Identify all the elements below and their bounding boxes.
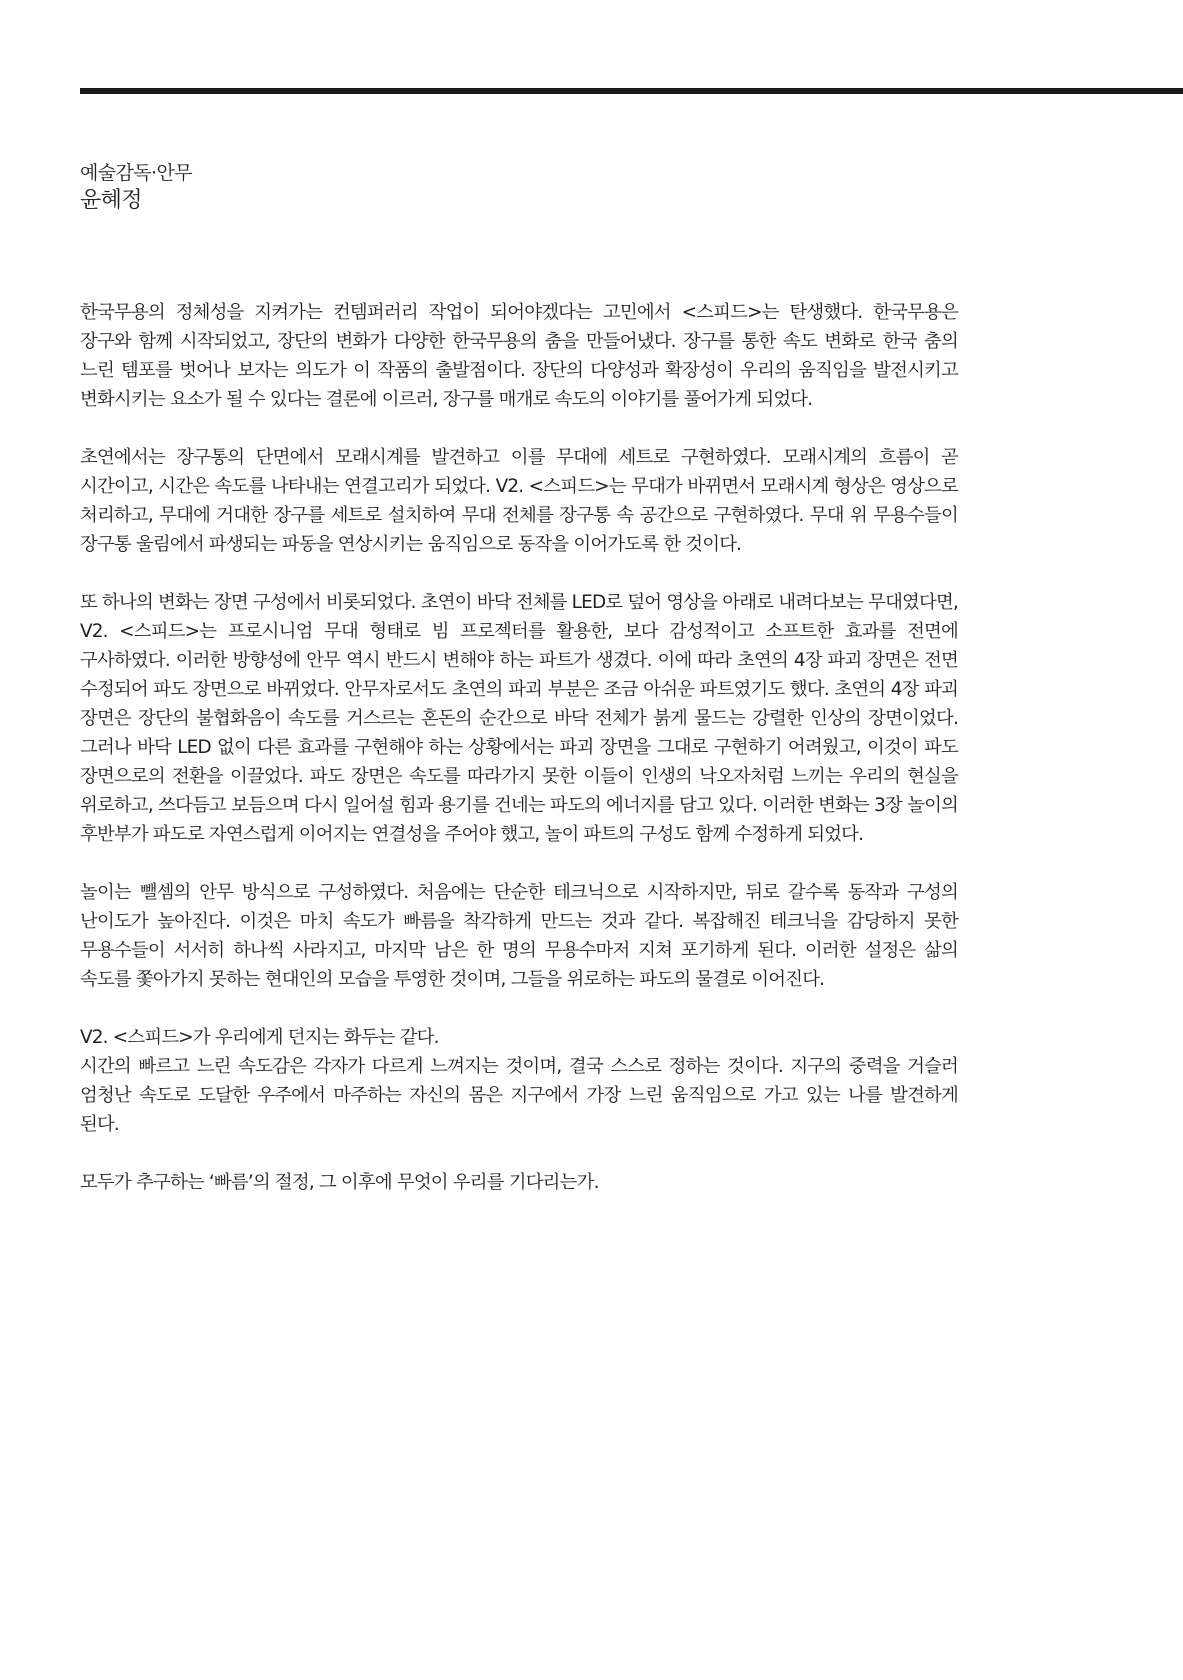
credit-block xyxy=(80,160,480,216)
closing-line: V2. <스피드>가 우리에게 던지는 화두는 같다. xyxy=(80,1027,439,1048)
credit-name: 윤혜정 xyxy=(80,188,142,213)
essay-final-line: 모두가 추구하는 ‘빠름’의 절정, 그 이후에 무엇이 우리를 기다리는가. xyxy=(80,1172,599,1193)
essay-body xyxy=(80,298,958,1226)
essay-paragraph: 또 하나의 변화는 장면 구성에서 비롯되었다. 초연이 바닥 전체를 LED로 덮어 영상을 아래로 내려다보는 무대였다면, V2. <스피드>는 프로시니엄 무대 형태로 빔 프로젝터를 활용한, 보다 감성적이고 소프트한 효과를 전면에 구사하였다. 이러한 방향성에 안무 역시 반드시 변해야 하는 파트가 생겼다. 이에 따라 초연의 4장 파괴 장면은 전면 수정되어 파도 장면으로 바뀌었다. 안무자로서도 초연의 파괴 부분은 조금 아쉬운 파트였기도 했다. 초연의 4장 파괴 장면은 장단의 불협화음이 속도를 거스르는 혼돈의 순간으로 바닥 전체가 붉게 물드는 강렬한 인상의 장면이었다. 그러나 바닥 LED 없이 다른 효과를 구현해야 하는 상황에서는 파괴 장면을 그대로 구현하기 어려웠고, 이것이 파도 장면으로의 전환을 이끌었다. 파도 장면은 속도를 따라가지 못한 이들이 인생의 낙오자처럼 느끼는 우리의 현실을 위로하고, 쓰다듬고 보듬으며 다시 일어설 힘과 용기를 건네는 파도의 에너지를 담고 있다. 이러한 변화는 3장 놀이의 후반부가 파도로 자연스럽게 이어지는 연결성을 주어야 했고, 놀이 파트의 구성도 함께 수정하게 되었다. xyxy=(80,592,958,845)
closing-line: 시간의 빠르고 느린 속도감은 각자가 다르게 느껴지는 것이며, 결국 스스로 정하는 것이다. 지구의 중력을 거슬러 엄청난 속도로 도달한 우주에서 마주하는 자신의 몸은 지구에서 가장 느린 움직임으로 가고 있는 나를 발견하게 된다. xyxy=(80,1056,958,1135)
top-rule xyxy=(80,88,1183,94)
credit-role: 예술감독·안무 xyxy=(80,162,192,184)
essay-paragraph: 놀이는 뺄셈의 안무 방식으로 구성하였다. 처음에는 단순한 테크닉으로 시작하지만, 뒤로 갈수록 동작과 구성의 난이도가 높아진다. 이것은 마치 속도가 빠름을 착각하게 만드는 것과 같다. 복잡해진 테크닉을 감당하지 못한 무용수들이 서서히 하나씩 사라지고, 마지막 남은 한 명의 무용수마저 지쳐 포기하게 된다. 이러한 설정은 삶의 속도를 쫓아가지 못하는 현대인의 모습을 투영한 것이며, 그들을 위로하는 파도의 물결로 이어진다. xyxy=(80,882,958,990)
essay-paragraph: 초연에서는 장구통의 단면에서 모래시계를 발견하고 이를 무대에 세트로 구현하였다. 모래시계의 흐름이 곧 시간이고, 시간은 속도를 나타내는 연결고리가 되었다. V2. <스피드>는 무대가 바뀌면서 모래시계 형상은 영상으로 처리하고, 무대에 거대한 장구를 세트로 설치하여 무대 전체를 장구통 속 공간으로 구현하였다. 무대 위 무용수들이 장구통 울림에서 파생되는 파동을 연상시키는 움직임으로 동작을 이어가도록 한 것이다. xyxy=(80,447,958,555)
essay-paragraph: 한국무용의 정체성을 지켜가는 컨템퍼러리 작업이 되어야겠다는 고민에서 <스피드>는 탄생했다. 한국무용은 장구와 함께 시작되었고, 장단의 변화가 다양한 한국무용의 춤을 만들어냈다. 장구를 통한 속도 변화로 한국 춤의 느린 템포를 벗어나 보자는 의도가 이 작품의 출발점이다. 장단의 다양성과 확장성이 우리의 움직임을 발전시키고 변화시키는 요소가 될 수 있다는 결론에 이르러, 장구를 매개로 속도의 이야기를 풀어가게 되었다. xyxy=(80,302,958,410)
essay-paragraph-closing xyxy=(80,1023,958,1139)
